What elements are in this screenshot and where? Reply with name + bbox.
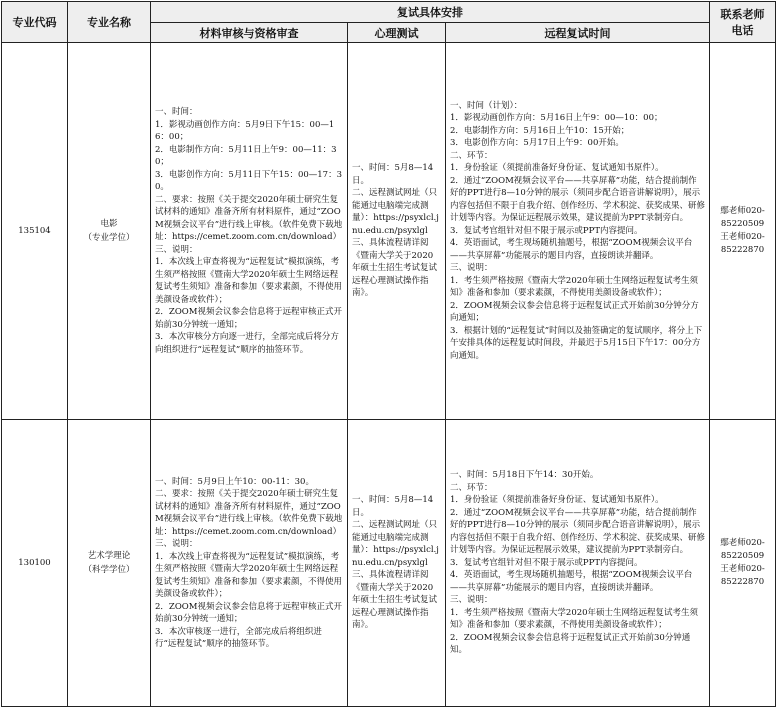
header-row-1 xyxy=(2,2,776,23)
remote-line: 二、环节： xyxy=(450,482,493,493)
table-row xyxy=(2,420,776,707)
materials-line: 3．本次审核分方向逐一进行，全部完成后将分方向组织进行“远程复试”顺序的抽签环节。 xyxy=(155,332,339,355)
major-name-line2: （科学学位） xyxy=(83,565,135,575)
remote-cell xyxy=(446,420,710,707)
header-code: 专业代码 xyxy=(2,2,68,43)
materials-line: 1．影视动画创作方向：5月9日下午15：00—16：00； xyxy=(155,119,335,142)
header-materials: 材料审核与资格审查 xyxy=(151,23,348,43)
remote-line: 4．英语面试，考生现场随机抽题号，根据“ZOOM视频会议平台——共享屏幕”功能展示的题目内容，直接朗读并翻译。 xyxy=(450,238,693,261)
materials-line: 3．本次审核逐一进行，全部完成后将组织进行“远程复试”顺序的抽签环节。 xyxy=(155,626,322,649)
contact-phone: 王老师020-85222870 xyxy=(720,564,765,587)
psych-line: 三、具体流程请详阅《暨南大学关于2020年硕士生招生考试复试远程心理测试操作指南》。 xyxy=(352,238,438,299)
header-psych: 心理测试 xyxy=(348,23,446,43)
materials-line: 三、说明： xyxy=(155,539,198,549)
psych-cell xyxy=(348,43,446,420)
major-name-line1: 艺术学理论 xyxy=(87,551,131,561)
contact-phone: 鄢老师020-85220509 xyxy=(720,206,765,229)
materials-line: 1．本次线上审查将视为“远程复试”模拟演练，考生须严格按照《暨南大学2020年硕士生网络远程复试考生须知》准备和参加（要求素颜，不得使用美颜设备或软件）； xyxy=(155,551,343,599)
remote-line: 一、时间：5月18日下午14：30开始。 xyxy=(450,470,599,481)
contact-cell xyxy=(710,43,776,420)
materials-line: 2．ZOOM视频会议参会信息将于远程审核正式开始前30分钟统一通知； xyxy=(155,307,342,330)
table-row xyxy=(2,43,776,420)
psych-line: 一、时间：5月8—14日。 xyxy=(352,163,434,186)
remote-line: 2．ZOOM视频会议参会信息将于远程复试正式开始前30分钟通知。 xyxy=(450,632,691,656)
header-remote: 远程复试时间 xyxy=(446,23,710,43)
materials-line: 2．ZOOM视频会议参会信息将于远程审核正式开始前30分钟统一通知； xyxy=(155,601,342,624)
remote-line: 3．复试考官组针对但不限于展示或PPT内容提问。 xyxy=(450,557,643,568)
major-code: 130100 xyxy=(2,420,68,707)
header-contact-line1: 联系老师 xyxy=(720,8,765,21)
header-contact-line2: 电话 xyxy=(731,24,754,37)
materials-line: 2．电影制作方向：5月11日上午9：00—11：30； xyxy=(155,144,337,167)
remote-line: 2．电影制作方向：5月16日上午10：15开始； xyxy=(450,125,630,136)
remote-line: 1．考生须严格按照《暨南大学2020年硕士生网络远程复试考生须知》准备和参加（要求素颜，不得使用美颜设备或软件）； xyxy=(450,275,699,299)
remote-line: 一、时间（计划）： xyxy=(450,100,523,111)
remote-line: 二、环节： xyxy=(450,150,493,161)
remote-line: 1．身份验证（须提前准备好身份证、复试通知书原件）。 xyxy=(450,163,664,174)
psych-line: 二、远程测试网址（只能通过电脑端完成测量）：https://psyxlcl.jnu.edu.cn/psyxlgl xyxy=(352,188,439,236)
major-name xyxy=(68,43,151,420)
major-name xyxy=(68,420,151,707)
materials-cell xyxy=(151,43,348,420)
psych-cell xyxy=(348,420,446,707)
major-name-line2: （专业学位） xyxy=(83,233,135,243)
materials-line: 3．电影创作方向：5月11日下午15：00—17：30。 xyxy=(155,169,342,192)
materials-line: 1．本次线上审查将视为“远程复试”模拟演练，考生须严格按照《暨南大学2020年硕士生网络远程复试考生须知》准备和参加（要求素颜，不得使用美颜设备或软件）； xyxy=(155,257,343,305)
remote-line: 2．通过“ZOOM视频会议平台——共享屏幕”功能，结合提前制作好的PPT进行8—10分钟的展示（须同步配合语音讲解说明），展示内容包括但不限于自我介绍、创作经历、学术积淀、获奖成果、研修计划等内容。为保证远程展示效果，建议提前为PPT录制旁白。 xyxy=(450,507,706,556)
remote-line: 三、说明： xyxy=(450,595,493,606)
contact-cell xyxy=(710,420,776,707)
remote-cell xyxy=(446,43,710,420)
materials-line: 一、时间：5月9日上午10：00-11：30。 xyxy=(155,476,314,487)
materials-line: 二、要求：按照《关于提交2020年硕士研究生复试材料的通知》准备齐所有材料原件，通过“ZOOM视频会议平台”进行线上审核。（软件免费下载地址：https://cemet.zoom.com.cn/download） xyxy=(155,194,343,242)
materials-line: 一、时间： xyxy=(155,107,198,117)
remote-line: 1．身份验证（须提前准备好身份证、复试通知书原件）。 xyxy=(450,495,664,506)
header-contact xyxy=(710,2,776,43)
remote-line: 2．ZOOM视频会议参会信息将于远程复试正式开始前30分钟分方向通知； xyxy=(450,300,699,324)
major-name-line1: 电影 xyxy=(100,219,118,229)
major-code: 135104 xyxy=(2,43,68,420)
remote-line: 1．影视动画创作方向：5月16日上午9：00—10：00； xyxy=(450,113,663,124)
remote-line: 2．通过“ZOOM视频会议平台——共享屏幕”功能，结合提前制作好的PPT进行8—10分钟的展示（须同步配合语音讲解说明），展示内容包括但不限于自我介绍、创作经历、学术积淀、获奖成果、研修计划等内容。为保证远程展示效果，建议提前为PPT录制旁白。 xyxy=(450,175,706,224)
psych-line: 三、具体流程请详阅《暨南大学关于2020年硕士生招生考试复试远程心理测试操作指南》。 xyxy=(352,570,438,631)
remote-line: 三、说明： xyxy=(450,263,493,274)
materials-line: 三、说明： xyxy=(155,244,198,255)
header-name: 专业名称 xyxy=(68,2,151,43)
contact-phone: 王老师020-85222870 xyxy=(720,232,765,255)
header-arrangement: 复试具体安排 xyxy=(151,2,710,23)
remote-line: 3．电影创作方向：5月17日上午9：00开始。 xyxy=(450,138,624,149)
remote-line: 1．考生须严格按照《暨南大学2020年硕士生网络远程复试考生须知》准备和参加（要求素颜，不得使用美颜设备或软件）； xyxy=(450,607,699,631)
materials-line: 二、要求：按照《关于提交2020年硕士研究生复试材料的通知》准备齐所有材料原件，通过“ZOOM视频会议平台”进行线上审核。（软件免费下载地址：https://cemet.zoom.com.cn/download） xyxy=(155,489,343,537)
contact-phone: 鄢老师020-85220509 xyxy=(720,538,765,561)
psych-line: 一、时间：5月8—14日。 xyxy=(352,495,434,518)
schedule-table xyxy=(1,1,776,707)
materials-cell xyxy=(151,420,348,707)
remote-line: 3．复试考官组针对但不限于展示或PPT内容提问。 xyxy=(450,225,643,236)
remote-line: 3．根据计划的“远程复试”时间以及抽签确定的复试顺序，将分上下午安排具体的远程复试时间段，并最迟于5月15日下午17：00分方向通知。 xyxy=(450,325,703,361)
psych-line: 二、远程测试网址（只能通过电脑端完成测量）：https://psyxlcl.jnu.edu.cn/psyxlgl xyxy=(352,520,439,568)
remote-line: 4．英语面试，考生现场随机抽题号，根据“ZOOM视频会议平台——共享屏幕”功能展示的题目内容，直接朗读并翻译。 xyxy=(450,570,693,593)
